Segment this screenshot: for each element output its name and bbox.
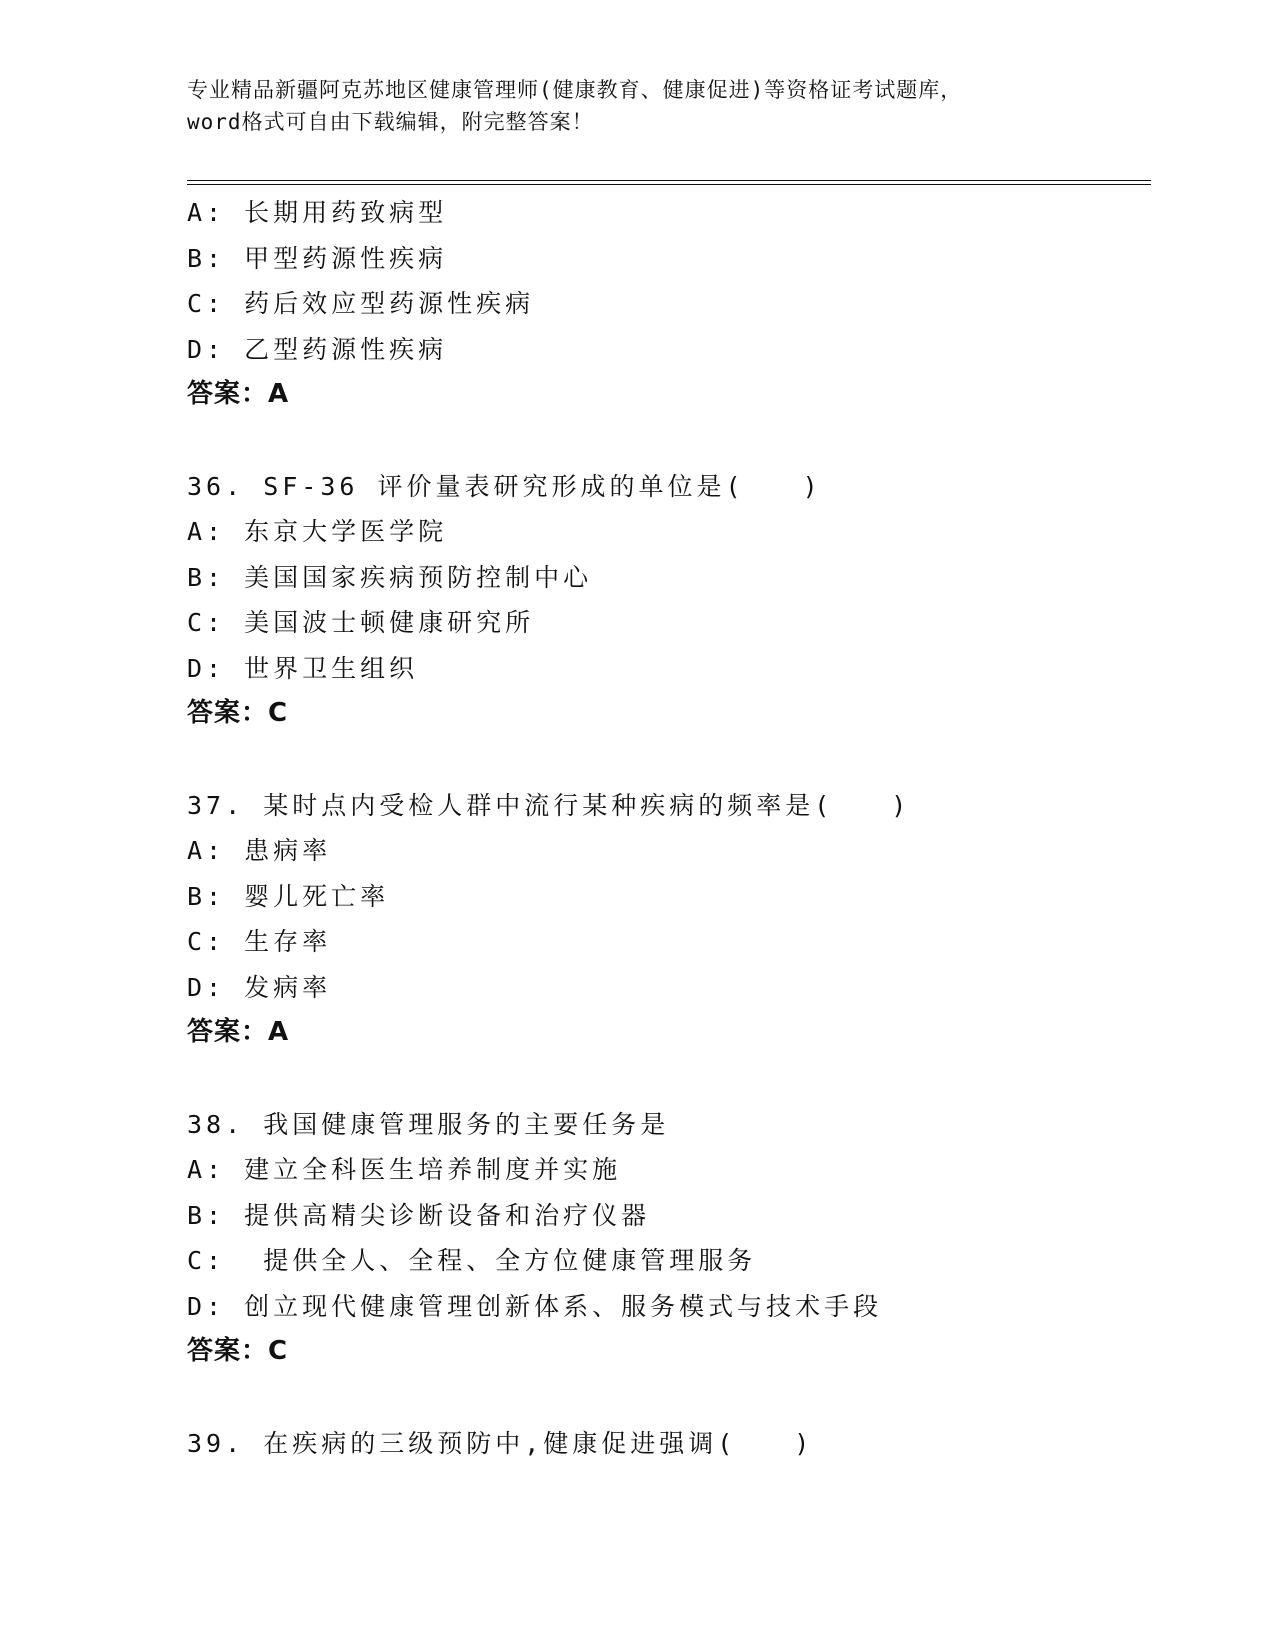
- question-text: 38. 我国健康管理服务的主要任务是: [187, 1109, 670, 1139]
- option-b: B: 提供高精尖诊断设备和治疗仪器: [187, 1200, 651, 1230]
- answer-label: 答案：A: [187, 379, 290, 409]
- option-c: C: 生存率: [187, 927, 332, 956]
- header-divider-top: [187, 180, 1151, 181]
- question-38: [187, 1102, 1147, 1375]
- option-d: D: 世界卫生组织: [187, 653, 419, 683]
- question-37: [187, 783, 1147, 1056]
- option-a: A: 患病率: [187, 836, 332, 865]
- option-b: B: 甲型药源性疾病: [187, 243, 448, 273]
- answer-label: 答案：C: [187, 1336, 289, 1366]
- option-b: B: 美国国家疾病预防控制中心: [187, 562, 593, 592]
- option-a: A: 东京大学医学院: [187, 517, 448, 546]
- question-36: [187, 464, 1147, 737]
- answer-label: 答案：C: [187, 698, 289, 728]
- option-d: D: 乙型药源性疾病: [187, 334, 448, 364]
- answer-label: 答案：A: [187, 1017, 290, 1047]
- question-35: [187, 190, 1147, 418]
- document-header: [187, 74, 1087, 138]
- option-c: C: 美国波士顿健康研究所: [187, 608, 535, 637]
- header-line-2: word格式可自由下载编辑，附完整答案！: [187, 110, 594, 134]
- option-d: D: 发病率: [187, 972, 332, 1002]
- header-line-1: 专业精品新疆阿克苏地区健康管理师(健康教育、健康促进)等资格证考试题库，: [187, 78, 963, 102]
- question-39: [187, 1421, 1147, 1467]
- option-c: C: 提供全人、全程、全方位健康管理服务: [187, 1246, 757, 1275]
- question-text: 37. 某时点内受检人群中流行某种疾病的频率是( ): [187, 790, 911, 820]
- question-text: 39. 在疾病的三级预防中,健康促进强调( ): [187, 1428, 814, 1458]
- option-b: B: 婴儿死亡率: [187, 881, 390, 911]
- header-divider-bottom: [187, 184, 1151, 185]
- option-d: D: 创立现代健康管理创新体系、服务模式与技术手段: [187, 1291, 883, 1321]
- question-list: [187, 190, 1147, 1466]
- question-text: 36. SF-36 评价量表研究形成的单位是( ): [187, 471, 822, 501]
- option-c: C: 药后效应型药源性疾病: [187, 289, 535, 318]
- option-a: A: 长期用药致病型: [187, 198, 448, 227]
- option-a: A: 建立全科医生培养制度并实施: [187, 1155, 622, 1184]
